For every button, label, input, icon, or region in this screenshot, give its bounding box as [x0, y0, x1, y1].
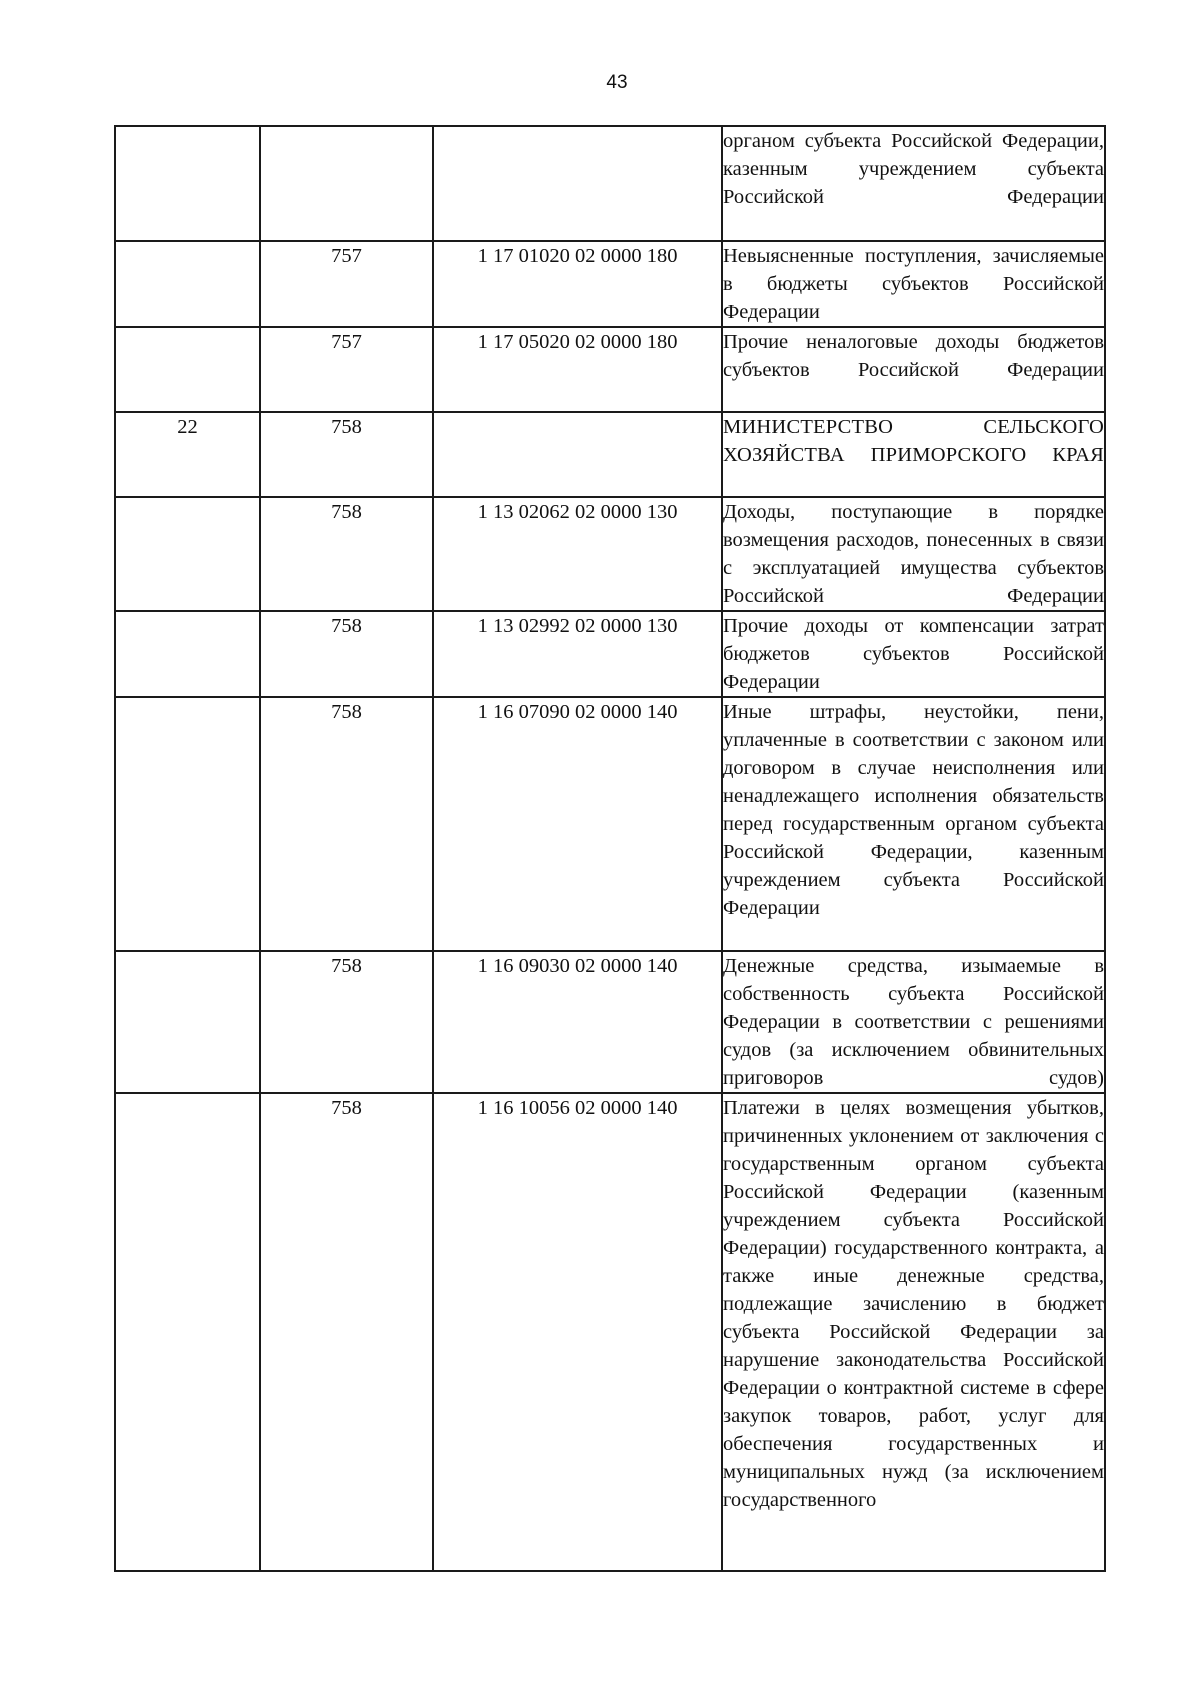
row-number-cell — [115, 697, 260, 951]
budget-code-cell: 1 16 07090 02 0000 140 — [433, 697, 722, 951]
admin-code-cell: 757 — [260, 241, 433, 327]
revenue-name-cell: Прочие доходы от компенсации затрат бюджетов субъектов Российской Федерации — [722, 611, 1105, 697]
row-number-cell — [115, 497, 260, 611]
row-number-cell — [115, 951, 260, 1093]
table-row — [115, 611, 1105, 697]
table-row — [115, 1093, 1105, 1571]
admin-code-cell: 758 — [260, 697, 433, 951]
row-number-cell — [115, 327, 260, 412]
admin-code-cell — [260, 126, 433, 241]
admin-code-cell: 758 — [260, 497, 433, 611]
table-row — [115, 126, 1105, 241]
budget-code-cell: 1 16 09030 02 0000 140 — [433, 951, 722, 1093]
budget-code-cell — [433, 126, 722, 241]
revenue-name-cell: Платежи в целях возмещения убытков, причиненных уклонением от заключения с государственным органом субъекта Российской Федерации (казенным учреждением субъекта Российской Федерации) государственного контракта, а также иные денежные средства, подлежащие зачислению в бюджет субъекта Российской Федерации за нарушение законодательства Российской Федерации о контрактной системе в сфере закупок товаров, работ, услуг для обеспечения государственных и муниципальных нужд (за исключением государственного — [722, 1093, 1105, 1571]
row-number-cell: 22 — [115, 412, 260, 497]
row-number-cell — [115, 611, 260, 697]
admin-code-cell: 758 — [260, 1093, 433, 1571]
page-number: 43 — [606, 72, 628, 93]
budget-code-cell: 1 17 05020 02 0000 180 — [433, 327, 722, 412]
revenue-name-cell: Денежные средства, изымаемые в собственность субъекта Российской Федерации в соответствии с решениями судов (за исключением обвинительных приговоров судов) — [722, 951, 1105, 1093]
table-row — [115, 327, 1105, 412]
table-row — [115, 497, 1105, 611]
revenue-name-cell: Прочие неналоговые доходы бюджетов субъектов Российской Федерации — [722, 327, 1105, 412]
budget-code-cell: 1 13 02992 02 0000 130 — [433, 611, 722, 697]
row-number-cell — [115, 241, 260, 327]
admin-code-cell: 757 — [260, 327, 433, 412]
budget-code-cell: 1 13 02062 02 0000 130 — [433, 497, 722, 611]
row-number-cell — [115, 1093, 260, 1571]
revenue-name-cell: Доходы, поступающие в порядке возмещения расходов, понесенных в связи с эксплуатацией имущества субъектов Российской Федерации — [722, 497, 1105, 611]
admin-code-cell: 758 — [260, 412, 433, 497]
row-number-cell — [115, 126, 260, 241]
revenue-name-cell: Иные штрафы, неустойки, пени, уплаченные в соответствии с законом или договором в случае неисполнения или ненадлежащего исполнения обязательств перед государственным органом субъекта Российской Федерации, казенным учреждением субъекта Российской Федерации — [722, 697, 1105, 951]
revenue-table — [114, 125, 1106, 1572]
table-row — [115, 951, 1105, 1093]
budget-code-cell — [433, 412, 722, 497]
ministry-name-cell: МИНИСТЕРСТВО СЕЛЬСКОГО ХОЗЯЙСТВА ПРИМОРСКОГО КРАЯ — [722, 412, 1105, 497]
budget-code-cell: 1 16 10056 02 0000 140 — [433, 1093, 722, 1571]
admin-code-cell: 758 — [260, 951, 433, 1093]
table-row — [115, 697, 1105, 951]
revenue-name-cell: Невыясненные поступления, зачисляемые в бюджеты субъектов Российской Федерации — [722, 241, 1105, 327]
revenue-name-cell: органом субъекта Российской Федерации, казенным учреждением субъекта Российской Федерации — [722, 126, 1105, 241]
table-row — [115, 412, 1105, 497]
table-row — [115, 241, 1105, 327]
budget-code-cell: 1 17 01020 02 0000 180 — [433, 241, 722, 327]
admin-code-cell: 758 — [260, 611, 433, 697]
